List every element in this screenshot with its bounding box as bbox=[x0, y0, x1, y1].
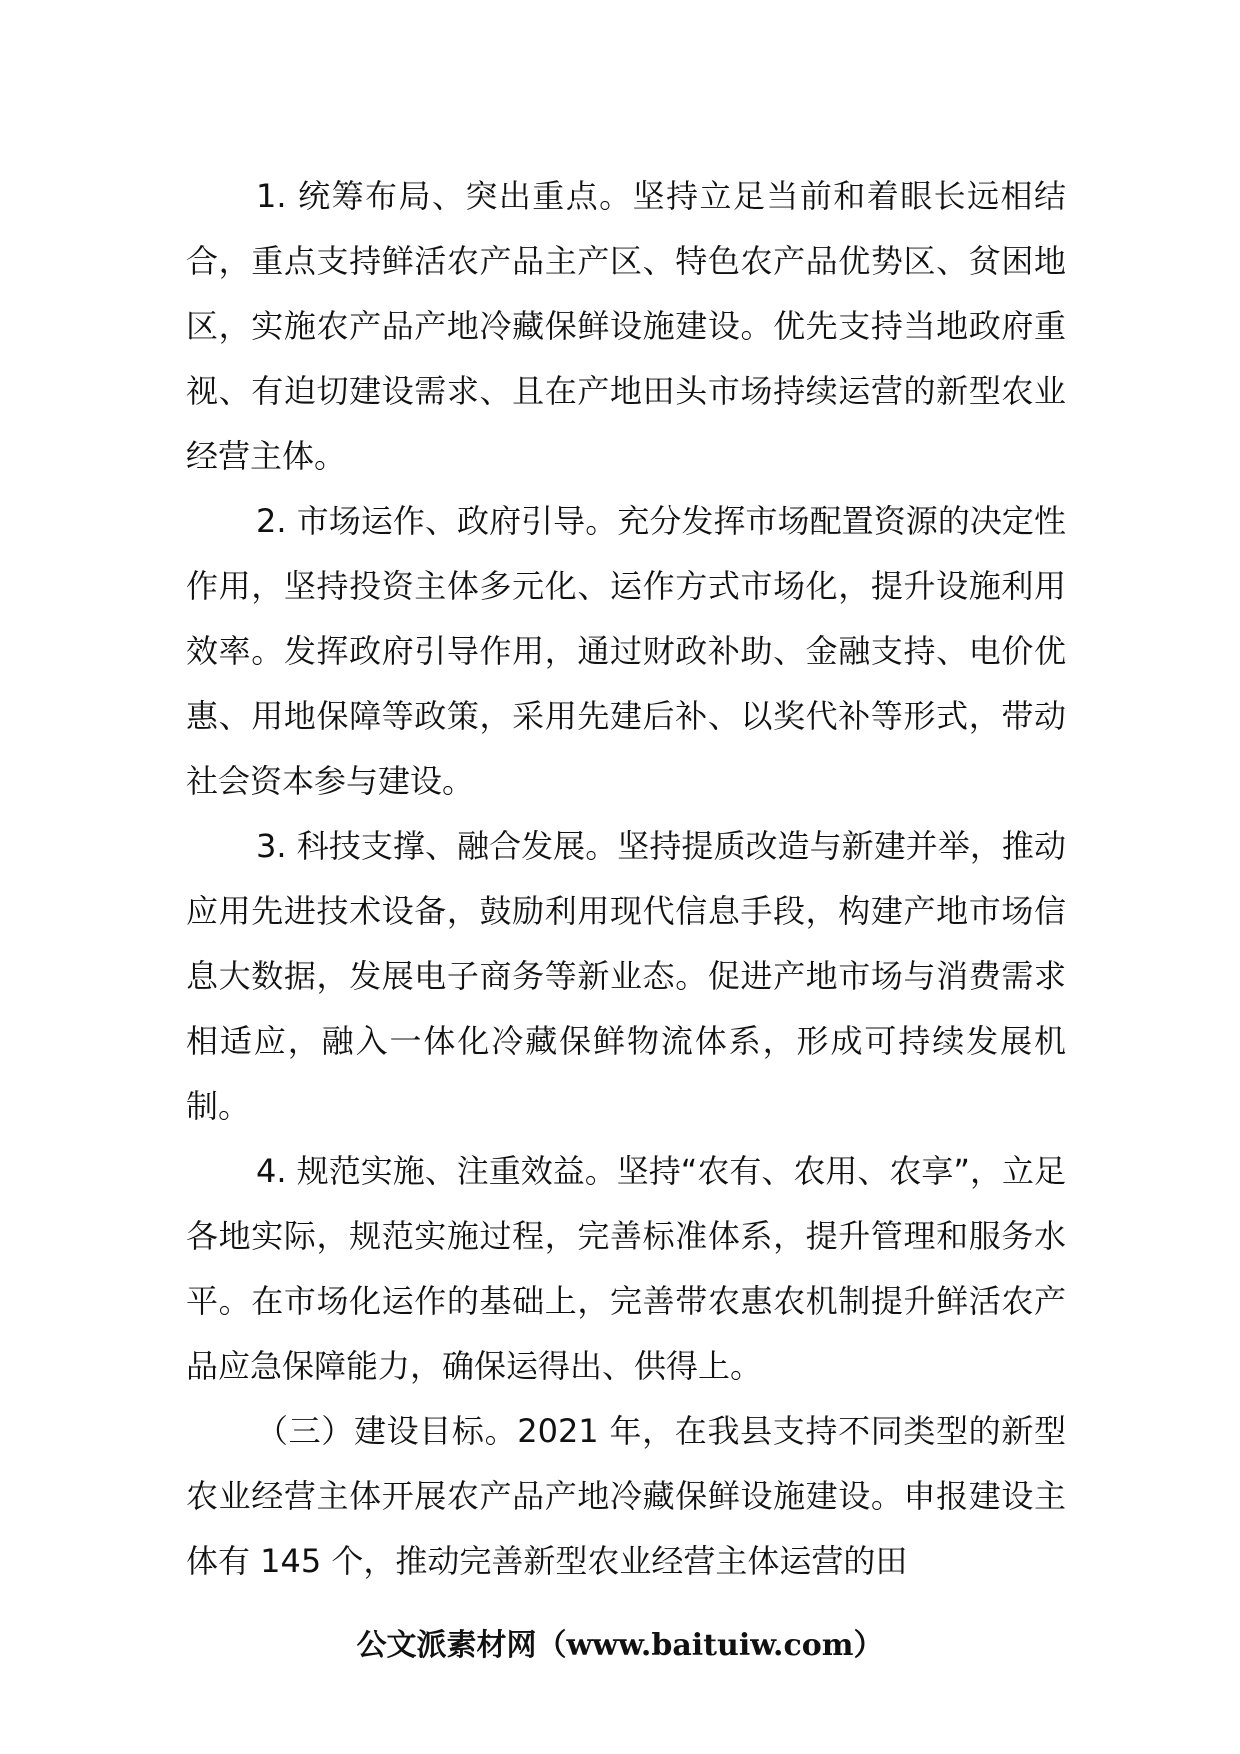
document-body bbox=[186, 164, 1066, 1594]
footer-watermark: 公文派素材网（www.baituiw.com） bbox=[356, 1628, 884, 1663]
paragraph-principle-4: 4. 规范实施、注重效益。坚持“农有、农用、农享”，立足各地实际，规范实施过程，完善标准体系，提升管理和服务水平。在市场化运作的基础上，完善带农惠农机制提升鲜活农产品应急保障能力，确保运得出、供得上。 bbox=[186, 1152, 1066, 1385]
paragraph-principle-2: 2. 市场运作、政府引导。充分发挥市场配置资源的决定性作用，坚持投资主体多元化、运作方式市场化，提升设施利用效率。发挥政府引导作用，通过财政补助、金融支持、电价优惠、用地保障等政策，采用先建后补、以奖代补等形式，带动社会资本参与建设。 bbox=[186, 502, 1066, 800]
paragraph-construction-goal: （三）建设目标。2021 年，在我县支持不同类型的新型农业经营主体开展农产品产地冷藏保鲜设施建设。申报建设主体有 145 个，推动完善新型农业经营主体运营的田 bbox=[186, 1412, 1066, 1580]
paragraph-principle-1: 1. 统筹布局、突出重点。坚持立足当前和着眼长远相结合，重点支持鲜活农产品主产区、特色农产品优势区、贫困地区，实施农产品产地冷藏保鲜设施建设。优先支持当地政府重视、有迫切建设需求、且在产地田头市场持续运营的新型农业经营主体。 bbox=[186, 177, 1066, 475]
paragraph-principle-3: 3. 科技支撑、融合发展。坚持提质改造与新建并举，推动应用先进技术设备，鼓励利用现代信息手段，构建产地市场信息大数据，发展电子商务等新业态。促进产地市场与消费需求相适应，融入一体化冷藏保鲜物流体系，形成可持续发展机制。 bbox=[186, 827, 1066, 1125]
